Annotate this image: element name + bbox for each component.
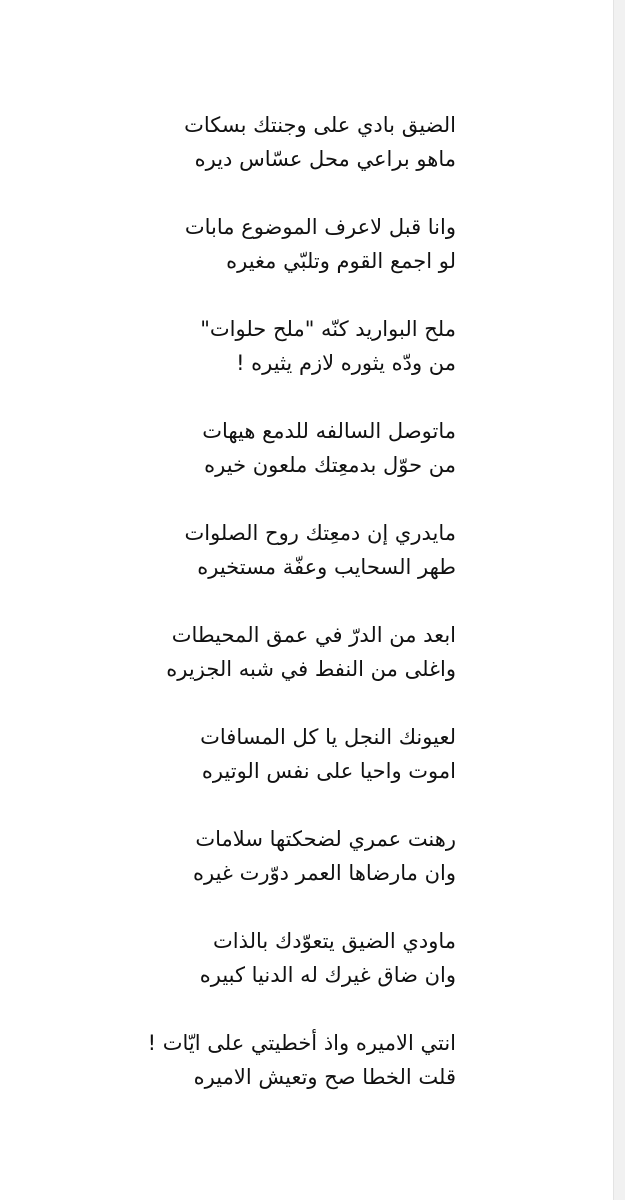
poem-line: ابعد من الدرّ في عمق المحيطات <box>171 623 456 647</box>
stanza <box>0 926 625 1028</box>
stanza <box>0 110 625 212</box>
poem-line: وان ضاق غيرك له الدنيا كبيره <box>199 963 456 987</box>
poem-line: اموت واحيا على نفس الوتيره <box>201 759 456 783</box>
poem-line: واغلى من النفط في شبه الجزيره <box>166 657 456 681</box>
poem-line: مايدري إن دمعِتك روح الصلوات <box>184 521 456 545</box>
poem-line: ماهو براعي محل عسّاس ديره <box>194 147 456 171</box>
stanza <box>0 416 625 518</box>
poem-line: لو اجمع القوم وتلبّي مغيره <box>226 249 456 273</box>
poem <box>0 110 625 1130</box>
poem-line: من حوّل بدمعِتك ملعون خيره <box>204 453 456 477</box>
stanza <box>0 620 625 722</box>
poem-line: لعيونك النجل يا كل المسافات <box>200 725 456 749</box>
poem-line: ملح البواريد كنّه "ملح حلوات" <box>200 317 456 341</box>
poem-line: انتي الاميره واذ أخطيتي على ايّات ! <box>147 1031 456 1055</box>
poem-line: طهر السحايب وعفّة مستخيره <box>197 555 456 579</box>
poem-line: رهنت عمري لضحكتها سلامات <box>195 827 456 851</box>
poem-line: ماتوصل السالفه للدمع هيهات <box>202 419 456 443</box>
stanza <box>0 212 625 314</box>
poem-line: من ودّه يثوره لازم يثيره ! <box>236 351 456 375</box>
stanza <box>0 314 625 416</box>
stanza <box>0 824 625 926</box>
stanza <box>0 1028 625 1130</box>
stanza <box>0 722 625 824</box>
poem-line: وانا قبل لاعرف الموضوع مابات <box>184 215 456 239</box>
poem-line: قلت الخطا صح وتعيش الاميره <box>193 1065 456 1089</box>
poem-line: الضيق بادي على وجنتك بسكات <box>184 113 456 137</box>
poem-line: وان مارضاها العمر دوّرت غيره <box>193 861 456 885</box>
stanza <box>0 518 625 620</box>
poem-line: ماودي الضيق يتعوّدك بالذات <box>213 929 456 953</box>
